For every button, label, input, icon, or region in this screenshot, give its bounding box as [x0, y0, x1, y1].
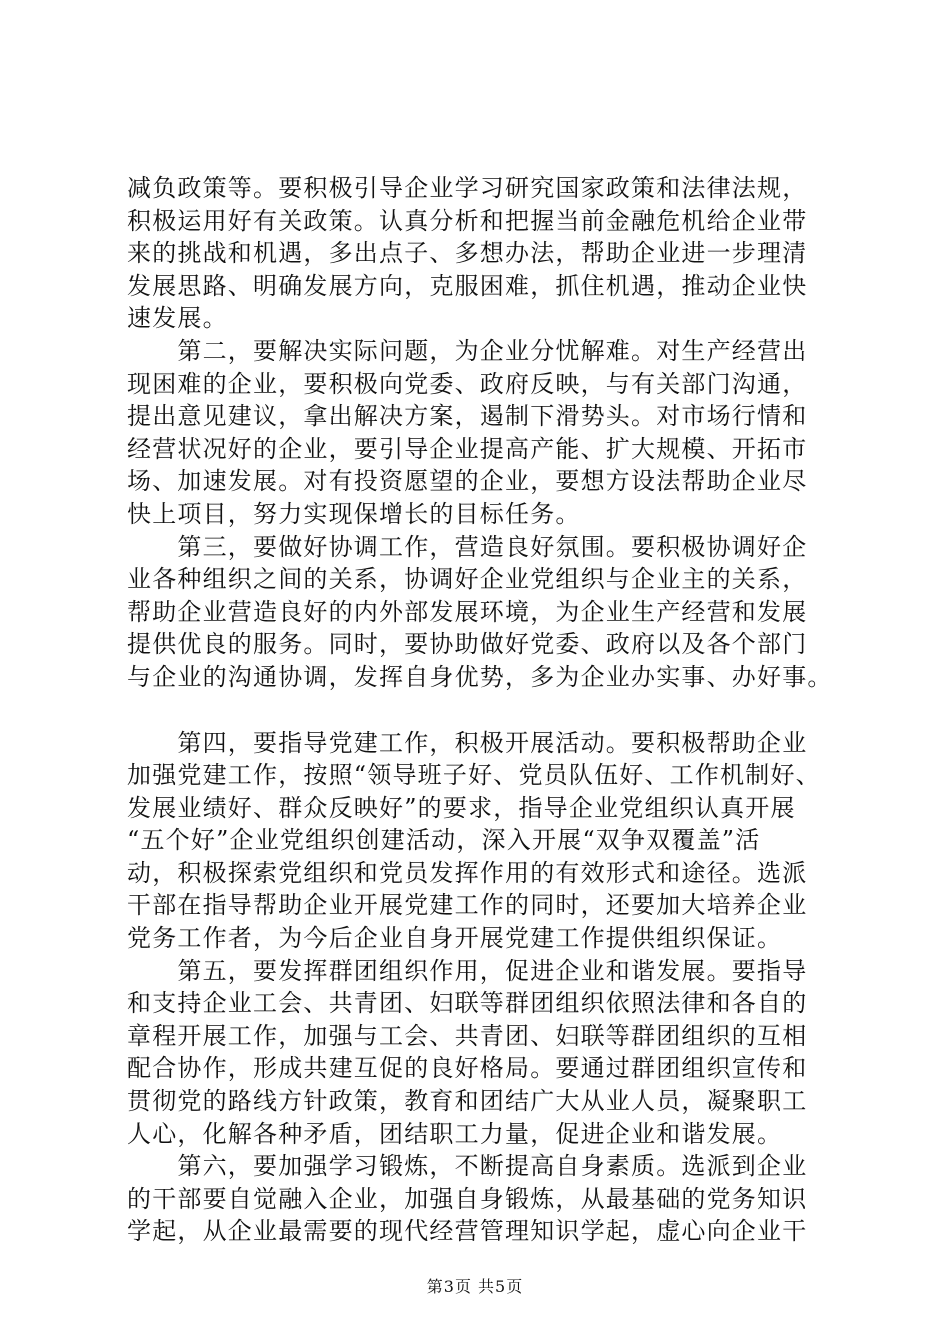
text-line: 人心，化解各种矛盾，团结职工力量，促进企业和谐发展。 [127, 1119, 783, 1148]
paragraph-sixth-point [127, 1150, 835, 1248]
text-line: 积极运用好有关政策。认真分析和把握当前金融危机给企业带 [127, 206, 808, 235]
text-line: 学起，从企业最需要的现代经营管理知识学起，虚心向企业干 [127, 1217, 808, 1246]
text-line: 第三，要做好协调工作，营造良好氛围。要积极协调好企 [127, 532, 808, 561]
text-line: 帮助企业营造良好的内外部发展环境，为企业生产经营和发展 [127, 597, 808, 626]
text-line: “五个好”企业党组织创建活动，深入开展“双争双覆盖”活 [127, 826, 761, 855]
text-line: 干部在指导帮助企业开展党建工作的同时，还要加大培养企业 [127, 891, 808, 920]
page-number-footer: 第3页 共5页 [426, 1277, 524, 1296]
document-body [127, 172, 835, 1248]
text-line: 章程开展工作，加强与工会、共青团、妇联等群团组织的互相 [127, 1021, 808, 1050]
text-line: 第五，要发挥群团组织作用，促进企业和谐发展。要指导 [127, 956, 808, 985]
text-line: 发展思路、明确发展方向，克服困难，抓住机遇，推动企业快 [127, 271, 808, 300]
text-line: 提供优良的服务。同时，要协助做好党委、政府以及各个部门 [127, 630, 808, 659]
text-line: 提出意见建议，拿出解决方案，遏制下滑势头。对市场行情和 [127, 402, 808, 431]
text-line: 经营状况好的企业，要引导企业提高产能、扩大规模、开拓市 [127, 434, 808, 463]
text-line: 快上项目，努力实现保增长的目标任务。 [127, 499, 581, 528]
text-line: 业各种组织之间的关系，协调好企业党组织与企业主的关系， [127, 565, 808, 594]
text-line: 第六，要加强学习锻炼，不断提高自身素质。选派到企业 [127, 1152, 808, 1181]
text-line: 来的挑战和机遇，多出点子、多想办法，帮助企业进一步理清 [127, 239, 808, 268]
text-line: 动，积极探索党组织和党员发挥作用的有效形式和途径。选派 [127, 858, 808, 887]
text-line: 党务工作者，为今后企业自身开展党建工作提供组织保证。 [127, 924, 783, 953]
paragraph-second-point [127, 335, 835, 531]
text-line: 速发展。 [127, 304, 228, 333]
text-line: 第四，要指导党建工作，积极开展活动。要积极帮助企业 [127, 728, 808, 757]
text-line: 配合协作，形成共建互促的良好格局。要通过群团组织宣传和 [127, 1054, 808, 1083]
text-line: 减负政策等。要积极引导企业学习研究国家政策和法律法规， [127, 174, 808, 202]
text-line: 加强党建工作，按照“领导班子好、党员队伍好、工作机制好、 [127, 761, 821, 790]
paragraph-third-point [127, 531, 835, 694]
paragraph-policy-continuation [127, 172, 835, 335]
text-line: 现困难的企业，要积极向党委、政府反映，与有关部门沟通， [127, 369, 808, 398]
paragraph-spacer [127, 694, 835, 727]
text-line: 贯彻党的路线方针政策，教育和团结广大从业人员，凝聚职工 [127, 1087, 808, 1116]
paragraph-fifth-point [127, 955, 835, 1151]
text-line: 和支持企业工会、共青团、妇联等群团组织依照法律和各自的 [127, 989, 808, 1018]
text-line: 与企业的沟通协调，发挥自身优势，多为企业办实事、办好事。 [127, 662, 833, 691]
text-line: 第二，要解决实际问题，为企业分忧解难。对生产经营出 [127, 336, 808, 365]
text-line: 场、加速发展。对有投资愿望的企业，要想方设法帮助企业尽 [127, 467, 808, 496]
text-line: 的干部要自觉融入企业，加强自身锻炼，从最基础的党务知识 [127, 1184, 808, 1213]
paragraph-fourth-point [127, 727, 835, 955]
text-line: 发展业绩好、群众反映好”的要求，指导企业党组织认真开展 [127, 793, 796, 822]
